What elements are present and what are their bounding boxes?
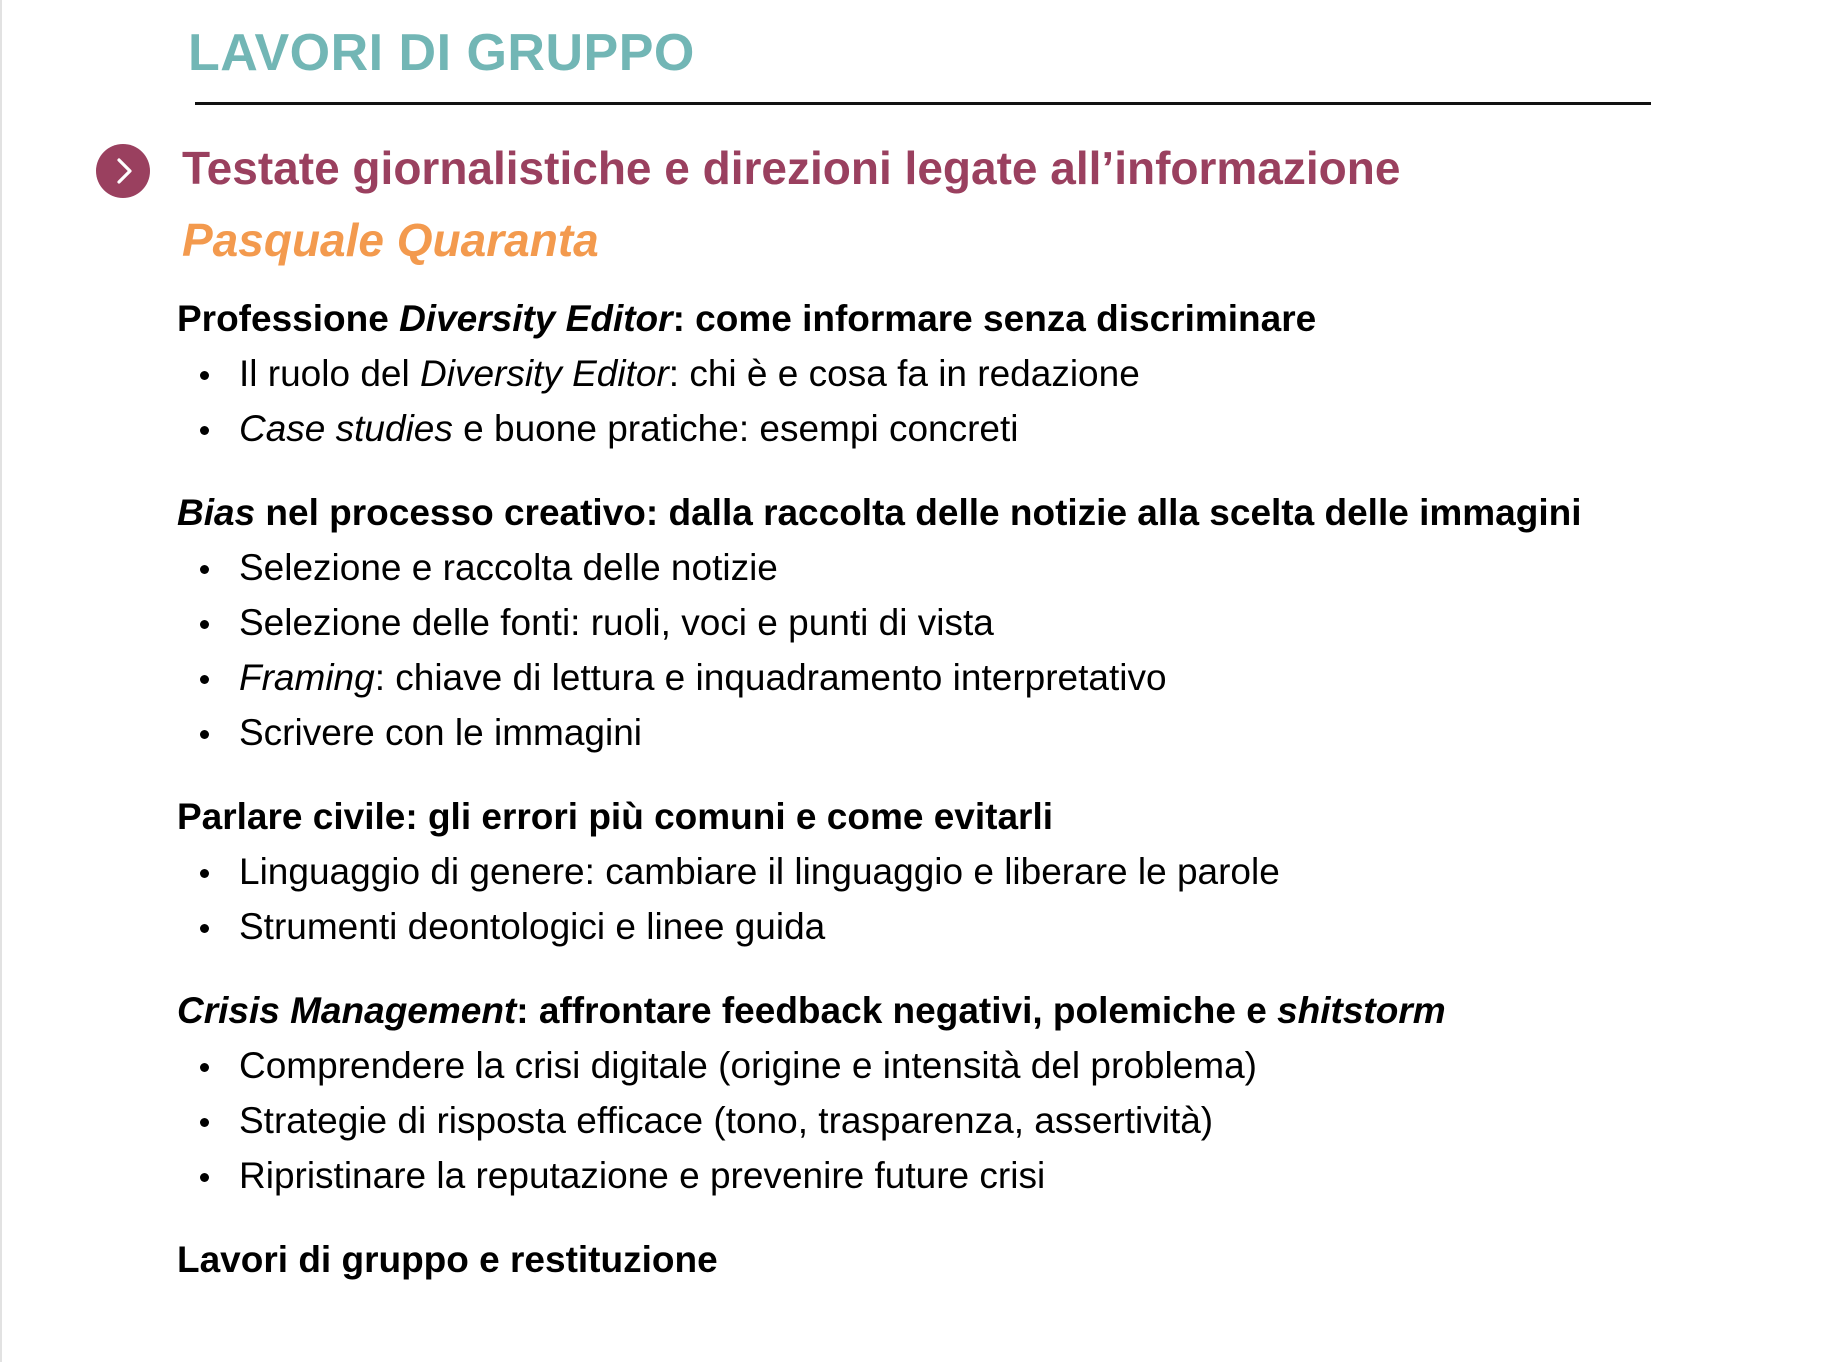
block-title (177, 1237, 1737, 1283)
program-content (177, 296, 1737, 1321)
bullet-icon (200, 565, 209, 574)
text-run: e buone pratiche: esempi concreti (452, 408, 1019, 449)
list-item (177, 904, 1737, 950)
text-run: Scrivere con le immagini (239, 712, 643, 753)
list-item (177, 710, 1737, 756)
text-run: Selezione e raccolta delle notizie (239, 547, 778, 588)
italic-text-run: Framing (239, 657, 375, 698)
bullet-icon (200, 675, 209, 684)
bullet-icon (200, 426, 209, 435)
program-block (177, 1237, 1737, 1283)
text-run: Professione (177, 298, 400, 339)
block-title (177, 296, 1737, 342)
list-item (177, 655, 1737, 701)
speaker-name: Pasquale Quaranta (182, 214, 599, 266)
bullet-icon (200, 1063, 209, 1072)
text-run: : come informare senza discriminare (672, 298, 1317, 339)
text-run: Strategie di risposta efficace (tono, trasparenza, assertività) (239, 1100, 1214, 1141)
page-heading: LAVORI DI GRUPPO (188, 24, 695, 82)
italic-text-run: shitstorm (1277, 990, 1446, 1031)
text-run: : chiave di lettura e inquadramento interpretativo (374, 657, 1167, 698)
italic-text-run: Crisis Management (177, 990, 517, 1031)
bullet-list (177, 351, 1737, 452)
text-run: Il ruolo del (239, 353, 420, 394)
chevron-right-icon (96, 144, 150, 198)
bullet-icon (200, 730, 209, 739)
bullet-list (177, 1043, 1737, 1199)
list-item (177, 1098, 1737, 1144)
heading-divider (195, 102, 1651, 105)
bullet-icon (200, 924, 209, 933)
text-run: Lavori di gruppo e restituzione (177, 1239, 718, 1280)
bullet-icon (200, 1118, 209, 1127)
bullet-list (177, 545, 1737, 756)
bullet-icon (200, 1173, 209, 1182)
text-run: Parlare civile: gli errori più comuni e come evitarli (177, 796, 1054, 837)
bullet-icon (200, 620, 209, 629)
program-block (177, 490, 1737, 756)
session-title: Testate giornalistiche e direzioni legate all’informazione (182, 142, 1401, 194)
program-block (177, 296, 1737, 452)
list-item (177, 600, 1737, 646)
block-title (177, 490, 1737, 536)
text-run: : affrontare feedback negativi, polemiche e (516, 990, 1278, 1031)
italic-text-run: Bias (177, 492, 256, 533)
text-run: Strumenti deontologici e linee guida (239, 906, 826, 947)
italic-text-run: Case studies (239, 408, 453, 449)
text-run: : chi è e cosa fa in redazione (668, 353, 1140, 394)
text-run: Comprendere la crisi digitale (origine e intensità del problema) (239, 1045, 1258, 1086)
program-block (177, 794, 1737, 950)
text-run: Ripristinare la reputazione e prevenire future crisi (239, 1155, 1046, 1196)
list-item (177, 351, 1737, 397)
list-item (177, 1153, 1737, 1199)
program-block (177, 988, 1737, 1199)
bullet-list (177, 849, 1737, 950)
list-item (177, 406, 1737, 452)
chevron-right-icon-glyph (96, 144, 150, 198)
bullet-icon (200, 371, 209, 380)
list-item (177, 545, 1737, 591)
text-run: Selezione delle fonti: ruoli, voci e punti di vista (239, 602, 994, 643)
list-item (177, 1043, 1737, 1089)
block-title (177, 988, 1737, 1034)
italic-text-run: Diversity Editor (399, 298, 673, 339)
block-title (177, 794, 1737, 840)
list-item (177, 849, 1737, 895)
bullet-icon (200, 869, 209, 878)
text-run: Linguaggio di genere: cambiare il linguaggio e liberare le parole (239, 851, 1280, 892)
italic-text-run: Diversity Editor (420, 353, 669, 394)
text-run: nel processo creativo: dalla raccolta delle notizie alla scelta delle immagini (255, 492, 1582, 533)
